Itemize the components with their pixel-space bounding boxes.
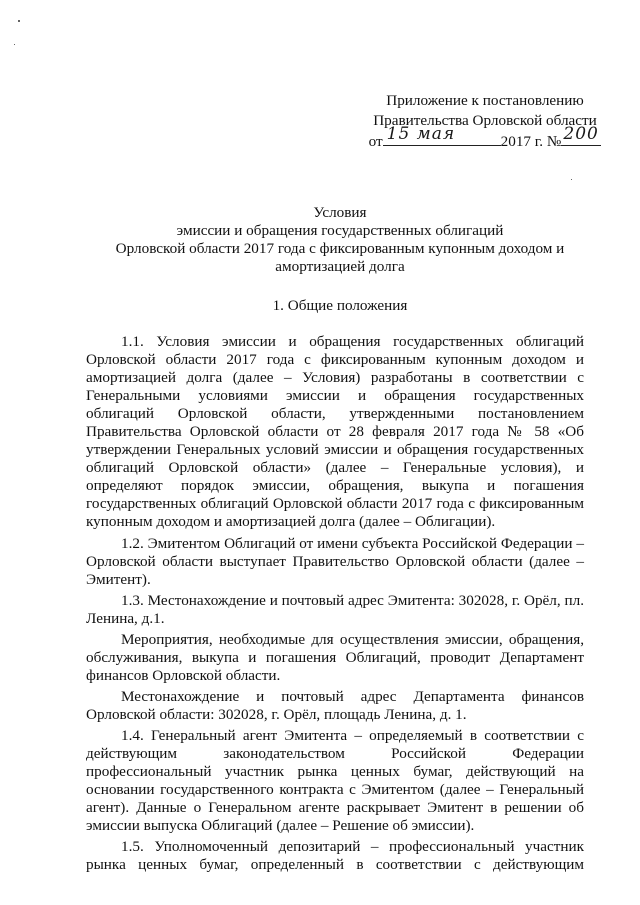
document-title bbox=[90, 204, 590, 276]
appendix-line-1: Приложение к постановлению bbox=[386, 92, 584, 109]
paragraph-1-1: 1.1. Условия эмиссии и обращения государственных облигаций Орловской области 2017 года с фиксированным купонным доходом и амортизацией долга (далее – Условия) разработаны в соответствии с Генеральными условиями эмиссии и обращения государственных облигаций Орловской области, утвержденными постановлением Правительства Орловской области от 28 февраля 2017 года № 58 «Об утверждении Генеральных условий эмиссии и обращения государственных облигаций Орловской области» (далее – Генеральные условия), и определяют порядок эмиссии, обращения, выкупа и погашения государственных облигаций Орловской области 2017 года с фиксированным купонным доходом и амортизацией долга (далее – Облигации). bbox=[86, 333, 584, 531]
paragraph-1-2: 1.2. Эмитентом Облигаций от имени субъекта Российской Федерации – Орловской области выступает Правительство Орловской области (далее – Эмитент). bbox=[86, 534, 584, 588]
appendix-header bbox=[360, 91, 610, 152]
handwritten-date: 15 мая bbox=[386, 124, 456, 144]
body-text bbox=[86, 333, 584, 877]
title-line-1: Условия bbox=[313, 204, 367, 221]
scan-speck bbox=[18, 20, 20, 22]
title-line-2: эмиссии и обращения государственных облигаций bbox=[176, 222, 504, 239]
paragraph-1-5: 1.5. Уполномоченный депозитарий – профессиональный участник рынка ценных бумаг, определенный в соответствии с действующим bbox=[86, 838, 584, 874]
number-blank bbox=[561, 124, 601, 146]
title-line-3: Орловской области 2017 года с фиксированным купонным доходом и bbox=[115, 240, 565, 257]
appendix-date-line bbox=[360, 124, 610, 152]
scan-speck bbox=[14, 44, 15, 45]
appendix-line-2: Правительства Орловской области bbox=[373, 112, 597, 129]
date-blank bbox=[383, 124, 501, 146]
from-label: от bbox=[368, 133, 383, 150]
paragraph-1-3: 1.3. Местонахождение и почтовый адрес Эмитента: 302028, г. Орёл, пл. Ленина, д.1. bbox=[86, 591, 584, 627]
scan-speck bbox=[571, 179, 572, 180]
section-heading: 1. Общие положения bbox=[272, 297, 408, 314]
paragraph-department-address: Местонахождение и почтовый адрес Департамента финансов Орловской области: 302028, г. Орёл, площадь Ленина, д. 1. bbox=[86, 687, 584, 723]
title-line-4: амортизацией долга bbox=[275, 258, 405, 275]
year-label: 2017 г. № bbox=[500, 133, 562, 150]
handwritten-number: 200 bbox=[563, 124, 599, 144]
paragraph-activities: Мероприятия, необходимые для осуществления эмиссии, обращения, обслуживания, выкупа и погашения Облигаций, проводит Департамент финансов Орловской области. bbox=[86, 630, 584, 684]
paragraph-1-4: 1.4. Генеральный агент Эмитента – определяемый в соответствии с действующим законодательством Российской Федерации профессиональный участник рынка ценных бумаг, действующий на основании государственного контракта с Эмитентом (далее – Генеральный агент). Данные о Генеральном агенте раскрывает Эмитент в решении об эмиссии выпуска Облигаций (далее – Решение об эмиссии). bbox=[86, 726, 584, 835]
